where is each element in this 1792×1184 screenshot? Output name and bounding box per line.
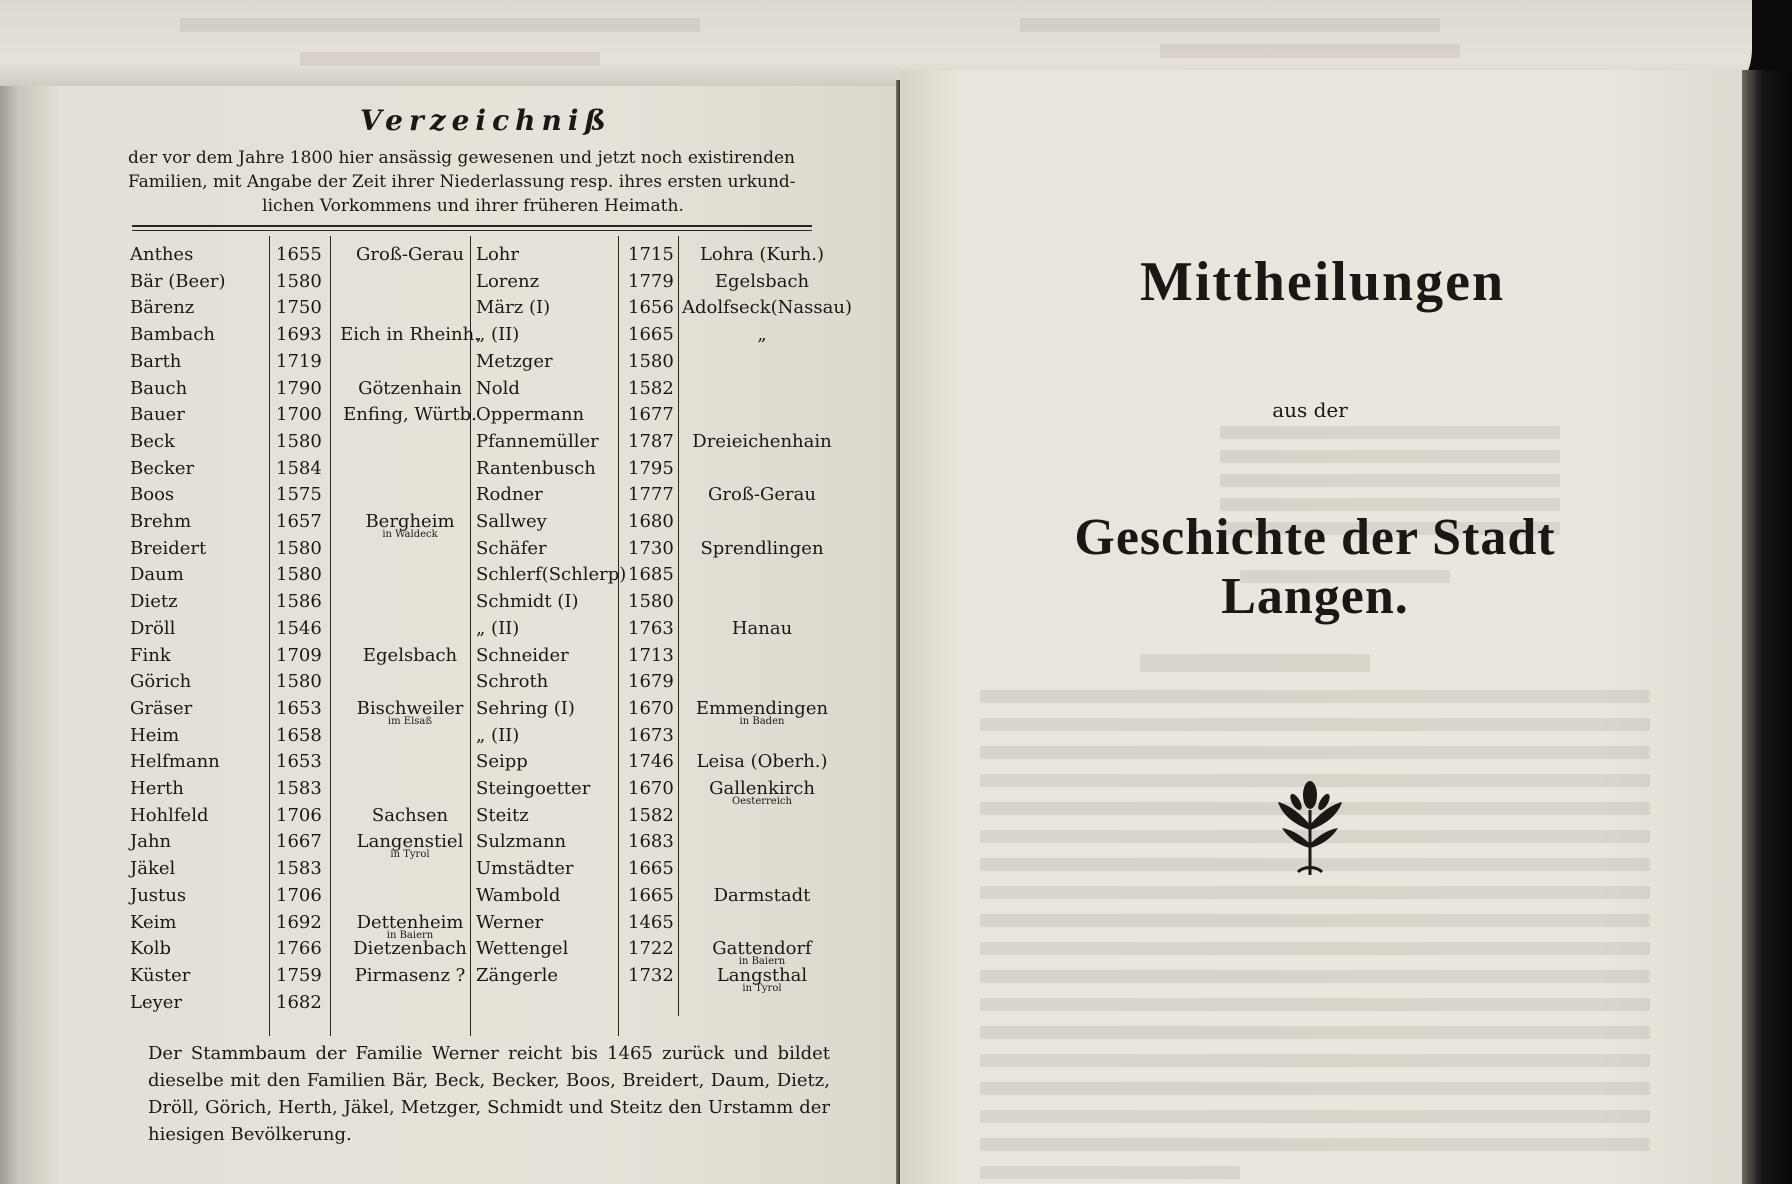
origin-place: Darmstadt <box>713 884 811 906</box>
origin-place: Groß-Gerau <box>356 244 464 265</box>
family-name: Anthes <box>130 244 194 265</box>
right-title-sub: Geschichte der Stadt Langen. <box>1074 509 1556 625</box>
settlement-year: 1655 <box>276 244 322 265</box>
origin-region: im Elsaß <box>387 715 433 727</box>
page-edge-shadow <box>1742 70 1792 1184</box>
settlement-year: 1706 <box>276 884 322 906</box>
family-name: Sallwey <box>476 511 547 532</box>
settlement-year: 1673 <box>628 724 674 746</box>
settlement-year: 1700 <box>276 404 322 426</box>
settlement-year: 1759 <box>276 964 322 986</box>
origin-place: Bischweiler im Elsaß <box>335 698 485 727</box>
origin-place: Adolfseck(Nassau) <box>682 297 852 319</box>
family-name: Bär (Beer) <box>130 270 226 292</box>
family-name: Kolb <box>130 938 172 960</box>
settlement-year: 1665 <box>628 324 674 346</box>
origin-place: Langenstiel in Tyrol <box>335 831 485 860</box>
floral-ornament-icon <box>1270 770 1350 880</box>
settlement-year: 1790 <box>276 377 322 399</box>
family-name: Schäfer <box>476 537 547 559</box>
origin-place: Gallenkirch Oesterreich <box>682 778 842 807</box>
settlement-year: 1580 <box>628 591 674 613</box>
family-name: Steitz <box>476 804 529 826</box>
origin-place: Groß-Gerau <box>708 484 816 506</box>
settlement-year: 1746 <box>628 751 674 773</box>
settlement-year: 1580 <box>276 270 322 292</box>
origin-place: Egelsbach <box>362 644 458 666</box>
settlement-year: 1580 <box>276 537 322 559</box>
family-name: Bauch <box>130 377 188 399</box>
settlement-year: 1657 <box>276 511 322 532</box>
origin-region: Oesterreich <box>732 796 792 807</box>
origin-place: Lohra (Kurh.) <box>699 244 825 265</box>
settlement-year: 1763 <box>628 617 674 639</box>
family-name: Umstädter <box>476 858 574 880</box>
settlement-year: 1693 <box>276 324 322 346</box>
settlement-year: 1709 <box>276 644 322 666</box>
origin-place: Götzenhain <box>358 377 462 399</box>
family-name: Wettengel <box>476 938 569 960</box>
family-name: Leyer <box>130 991 183 1013</box>
origin-region: in Baiern <box>386 929 434 941</box>
origin-region: in Baden <box>739 715 785 727</box>
settlement-year: 1795 <box>628 457 674 479</box>
family-name: Fink <box>130 644 171 666</box>
family-name: Rantenbusch <box>476 457 596 479</box>
settlement-year: 1580 <box>276 671 322 693</box>
settlement-year: 1665 <box>628 884 674 906</box>
origin-place: Egelsbach <box>714 270 810 292</box>
settlement-year: 1653 <box>276 751 322 773</box>
family-name: Dröll <box>130 617 176 639</box>
origin-place: Hanau <box>731 617 793 639</box>
settlement-year: 1665 <box>628 858 674 880</box>
settlement-year: 1679 <box>628 671 674 693</box>
family-name: Metzger <box>476 350 553 372</box>
settlement-year: 1722 <box>628 938 674 960</box>
family-name: Nold <box>476 377 520 399</box>
family-name: „ (II) <box>476 617 520 639</box>
origin-place: Gattendorf in Baiern <box>682 938 842 967</box>
family-name: Görich <box>130 671 192 693</box>
list-intro <box>128 146 818 218</box>
origin-place: Dettenheim in Baiern <box>335 912 485 941</box>
settlement-year: 1713 <box>628 644 674 666</box>
intro-line: lichen Vorkommens und ihrer früheren Heimath. <box>262 196 684 216</box>
list-title: Verzeichniß <box>360 104 612 137</box>
family-name: Wambold <box>476 884 561 906</box>
family-name: Becker <box>130 457 195 479</box>
family-name: Gräser <box>130 697 193 719</box>
family-name: Pfannemüller <box>476 430 599 452</box>
footer-note: Der Stammbaum der Familie Werner reicht bis 1465 zurück und bildet dieselbe mit den Familien Bär, Beck, Becker, Boos, Breidert, Daum, Dietz, Dröll, Görich, Herth, Jäkel, Metzger, Schmidt und Steitz den Urstamm der hiesigen Bevölkerung. <box>148 1043 830 1145</box>
settlement-year: 1706 <box>276 804 322 826</box>
settlement-year: 1719 <box>276 350 322 372</box>
family-name: Bauer <box>130 404 185 426</box>
settlement-year: 1779 <box>628 270 674 292</box>
family-name: Hohlfeld <box>130 804 209 826</box>
family-name: „ (II) <box>476 324 520 346</box>
settlement-year: 1715 <box>628 244 674 265</box>
settlement-year: 1730 <box>628 537 674 559</box>
settlement-year: 1584 <box>276 457 322 479</box>
settlement-year: 1680 <box>628 511 674 532</box>
origin-place: Emmendingen in Baden <box>682 698 842 727</box>
family-name: Werner <box>476 911 544 933</box>
family-name: Brehm <box>130 511 192 532</box>
settlement-year: 1692 <box>276 911 322 933</box>
intro-line: der vor dem Jahre 1800 hier ansässig gewesenen und jetzt noch existirenden <box>128 148 795 168</box>
origin-place: Langsthal in Tyrol <box>682 965 842 994</box>
family-name: Bärenz <box>130 297 195 319</box>
settlement-year: 1580 <box>276 564 322 586</box>
family-name: Seipp <box>476 751 528 773</box>
family-name: Schroth <box>476 671 549 693</box>
settlement-year: 1670 <box>628 778 674 799</box>
settlement-year: 1580 <box>628 350 674 372</box>
settlement-year: 1766 <box>276 938 322 960</box>
family-name: Dietz <box>130 591 178 613</box>
settlement-year: 1580 <box>276 430 322 452</box>
family-name: Breidert <box>130 537 207 559</box>
origin-place: Pirmasenz ? <box>354 964 466 986</box>
settlement-year: 1575 <box>276 484 322 506</box>
origin-place: Sprendlingen <box>700 537 824 559</box>
right-title-connector: aus der <box>1272 398 1348 422</box>
family-name: Jäkel <box>130 858 176 880</box>
settlement-year: 1683 <box>628 831 674 853</box>
family-name: „ (II) <box>476 724 520 746</box>
settlement-year: 1658 <box>276 724 322 746</box>
family-name: Boos <box>130 484 175 506</box>
settlement-year: 1750 <box>276 297 322 319</box>
settlement-year: 1677 <box>628 404 674 426</box>
family-name: Daum <box>130 564 184 586</box>
bleed-through-text <box>1160 44 1460 58</box>
settlement-year: 1682 <box>276 991 322 1013</box>
settlement-year: 1732 <box>628 964 674 986</box>
family-name: Schneider <box>476 644 569 666</box>
origin-place: Eich in Rheinh. <box>340 324 480 346</box>
intro-line: Familien, mit Angabe der Zeit ihrer Niederlassung resp. ihres ersten urkund- <box>128 172 796 192</box>
family-name: Keim <box>130 911 177 933</box>
settlement-year: 1546 <box>276 617 322 639</box>
settlement-year: 1586 <box>276 591 322 613</box>
settlement-year: 1656 <box>628 297 674 319</box>
family-name: Helfmann <box>130 751 220 773</box>
family-name: Sehring (I) <box>476 697 575 719</box>
origin-place: „ <box>757 324 767 346</box>
origin-place: Sachsen <box>371 804 449 826</box>
settlement-year: 1670 <box>628 697 674 719</box>
family-name: Lohr <box>476 244 519 265</box>
origin-region: in Tyrol <box>742 982 782 994</box>
family-name: März (I) <box>476 297 551 319</box>
family-name: Heim <box>130 724 180 746</box>
settlement-year: 1583 <box>276 858 322 880</box>
settlement-year: 1787 <box>628 430 674 452</box>
right-title-main: Mittheilungen <box>1140 251 1506 313</box>
origin-region: in Baiern <box>738 956 786 968</box>
family-name: Lorenz <box>476 270 540 292</box>
family-name: Herth <box>130 778 184 799</box>
table-top-rule <box>132 225 812 231</box>
family-name: Sulzmann <box>476 831 567 853</box>
settlement-year: 1582 <box>628 377 674 399</box>
family-name: Barth <box>130 350 182 372</box>
family-name: Justus <box>130 884 187 906</box>
settlement-year: 1465 <box>628 911 674 933</box>
family-name: Zängerle <box>476 964 559 986</box>
settlement-year: 1583 <box>276 778 322 799</box>
origin-place: Leisa (Oberh.) <box>696 751 828 773</box>
family-name: Jahn <box>130 831 172 853</box>
origin-place: Dietzenbach <box>353 938 467 960</box>
family-name: Schlerf(Schlerp) <box>476 564 627 586</box>
settlement-year: 1667 <box>276 831 322 853</box>
origin-place: Bergheim in Waldeck <box>335 511 485 540</box>
family-name: Steingoetter <box>476 778 591 799</box>
family-name: Bambach <box>130 324 215 346</box>
settlement-year: 1685 <box>628 564 674 586</box>
origin-place: Dreieichenhain <box>692 430 832 452</box>
settlement-year: 1653 <box>276 697 322 719</box>
bleed-through-text <box>1020 18 1440 32</box>
bleed-through-text <box>180 18 700 32</box>
settlement-year: 1582 <box>628 804 674 826</box>
origin-region: in Waldeck <box>382 529 438 540</box>
right-page <box>900 70 1742 1184</box>
book-gutter <box>896 80 900 1184</box>
family-name: Schmidt (I) <box>476 591 579 613</box>
origin-region: in Tyrol <box>390 849 430 861</box>
family-name: Rodner <box>476 484 543 506</box>
family-name: Küster <box>130 964 191 986</box>
family-name: Beck <box>130 430 175 452</box>
settlement-year: 1777 <box>628 484 674 506</box>
family-name: Oppermann <box>476 404 585 426</box>
bleed-through-text <box>300 52 600 66</box>
origin-place: Enfing, Würtb. <box>343 404 477 426</box>
